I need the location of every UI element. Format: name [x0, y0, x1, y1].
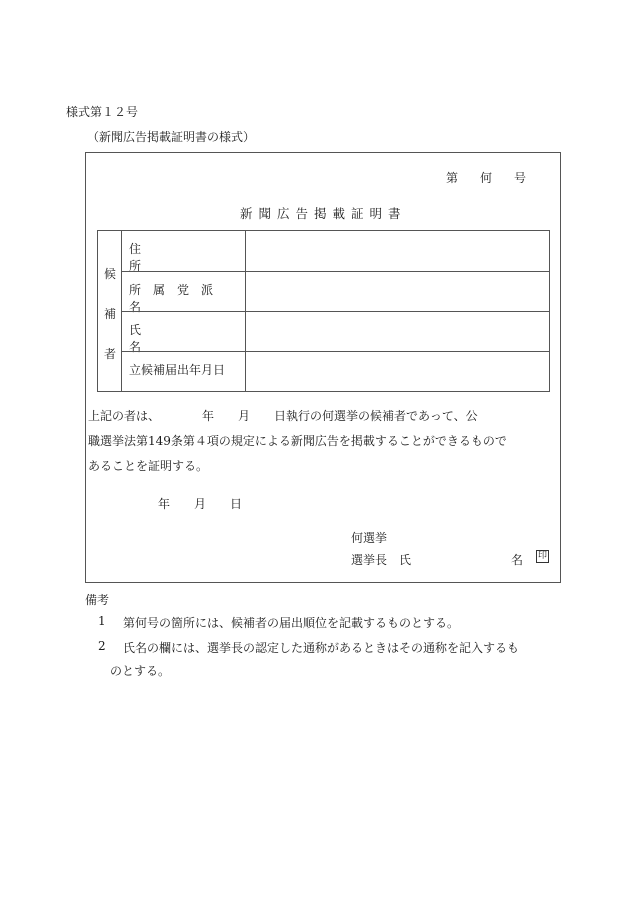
- candidate-label-char: 候: [104, 267, 117, 281]
- filing-date-label: 立候補届出年月日: [129, 363, 226, 377]
- form-title: 様式第１２号: [66, 105, 139, 119]
- row-label-cell: [121, 231, 246, 271]
- row-party: [121, 271, 549, 312]
- row-name: [121, 311, 549, 352]
- row-address: [121, 231, 549, 271]
- note-number: 1: [98, 614, 106, 628]
- chief-surname: 選挙長 氏: [351, 553, 412, 567]
- body-line: あることを証明する。: [88, 459, 209, 473]
- note-continuation: のとする。: [110, 664, 171, 678]
- row-label-cell: [121, 352, 246, 392]
- candidate-label-char: 補: [104, 307, 117, 321]
- candidate-label-column: [98, 231, 122, 391]
- row-label-cell: [121, 312, 246, 352]
- address-label: 住所: [129, 242, 226, 273]
- row-filing-date: [121, 351, 549, 392]
- party-label: 所属党派名: [129, 283, 226, 314]
- body-line: 職選挙法第149条第４項の規定による新聞広告を掲載することができるもので: [88, 434, 507, 448]
- date-line: 年 月 日: [158, 497, 243, 511]
- body-line: 上記の者は、 年 月 日執行の何選挙の候補者であって、公: [88, 409, 478, 423]
- candidate-table: [97, 230, 550, 392]
- election-name: 何選挙: [351, 531, 388, 545]
- chief-given: 名: [511, 553, 524, 567]
- certificate-number: 第何号: [446, 171, 549, 185]
- certificate-title: 新聞広告掲載証明書: [240, 206, 407, 221]
- seal-stamp: 印: [537, 551, 547, 561]
- form-subtitle: （新聞広告掲載証明書の様式）: [87, 130, 256, 144]
- name-label: 氏名: [129, 323, 226, 354]
- note-number: 2: [98, 639, 106, 653]
- note-text: 氏名の欄には、選挙長の認定した通称があるときはその通称を記入するも: [123, 641, 520, 655]
- row-label-cell: [121, 272, 246, 312]
- candidate-label-char: 者: [104, 347, 117, 361]
- note-text: 第何号の箇所には、候補者の届出順位を記載するものとする。: [123, 616, 460, 630]
- notes-heading: 備考: [85, 593, 110, 607]
